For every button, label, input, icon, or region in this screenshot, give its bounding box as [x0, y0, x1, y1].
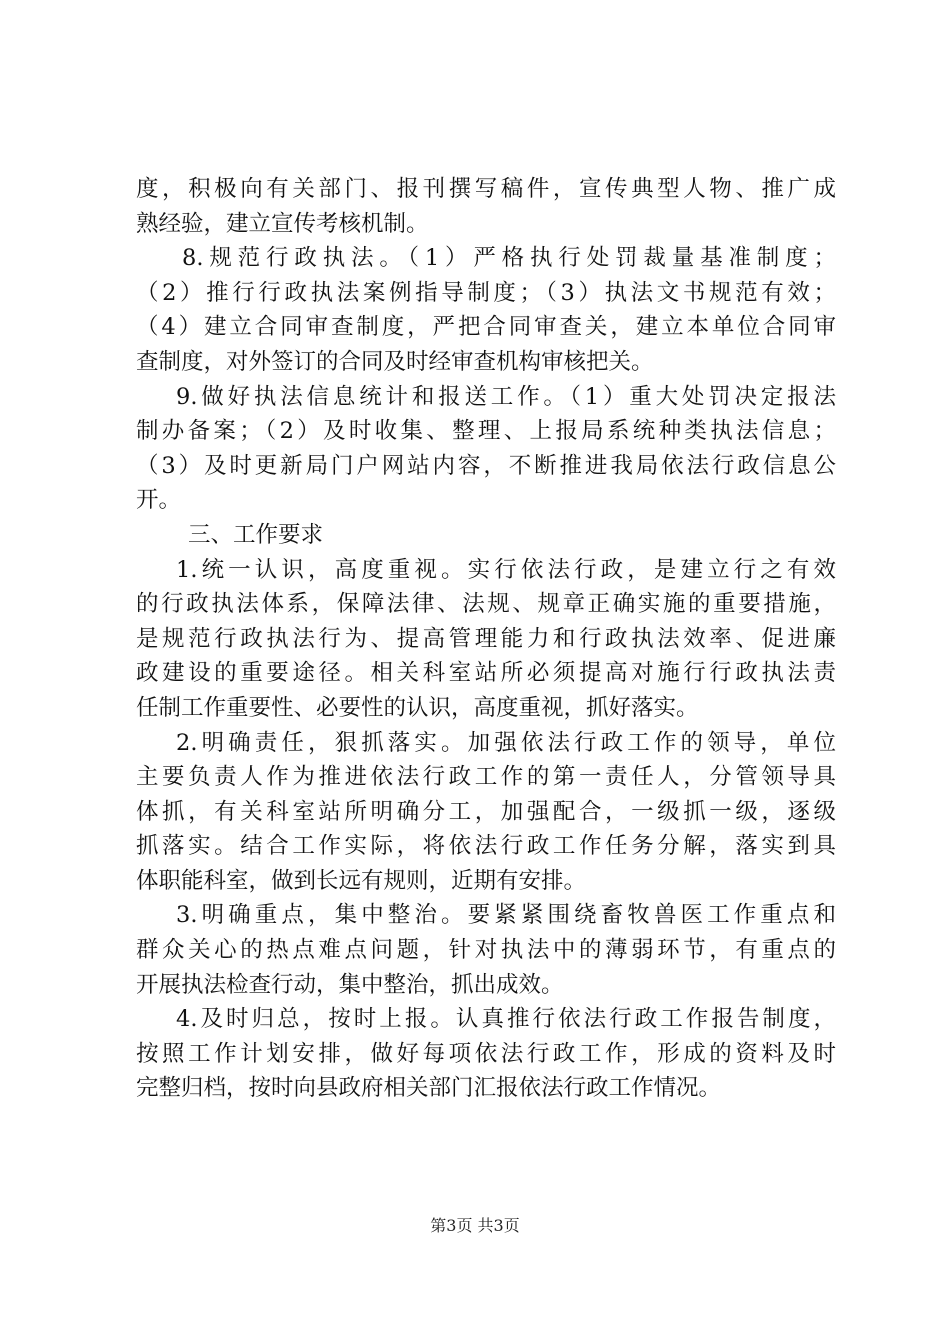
text-line: 完整归档，按时向县政府相关部门汇报依法行政工作情况。 — [136, 1075, 722, 1102]
text-line: 2.明确责任，狠抓落实。加强依法行政工作的领导，单位 — [176, 729, 836, 756]
text-line: 是规范行政执法行为、提高管理能力和行政执法效率、促进廉 — [136, 625, 836, 652]
text-line: 体职能科室，做到长远有规则，近期有安排。 — [136, 867, 587, 894]
text-line: 度，积极向有关部门、报刊撰写稿件，宣传典型人物、推广成 — [136, 176, 836, 202]
text-line: 熟经验，建立宣传考核机制。 — [136, 210, 429, 237]
text-line: （2）推行行政执法案例指导制度；（3）执法文书规范有效； — [136, 279, 836, 306]
text-line: 3.明确重点，集中整治。要紧紧围绕畜牧兽医工作重点和 — [176, 902, 836, 929]
text-line: 任制工作重要性、必要性的认识，高度重视，抓好落实。 — [136, 694, 699, 721]
text-line: 开展执法检查行动，集中整治，抓出成效。 — [136, 971, 564, 998]
text-line: 1.统一认识，高度重视。实行依法行政，是建立行之有效 — [176, 556, 836, 583]
text-line: 按照工作计划安排，做好每项依法行政工作，形成的资料及时 — [136, 1040, 836, 1067]
text-line: （3）及时更新局门户网站内容，不断推进我局依法行政信息公 — [136, 452, 836, 479]
text-line: 4.及时归总，按时上报。认真推行依法行政工作报告制度， — [176, 1006, 836, 1033]
text-line: （4）建立合同审查制度，严把合同审查关，建立本单位合同审 — [136, 314, 836, 341]
text-line: 8.规范行政执法。（1）严格执行处罚裁量基准制度； — [182, 245, 836, 272]
text-line: 抓落实。结合工作实际，将依法行政工作任务分解，落实到具 — [136, 833, 836, 860]
text-line: 开。 — [136, 487, 182, 514]
text-line: 制办备案；（2）及时收集、整理、上报局系统种类执法信息； — [136, 418, 836, 445]
text-line: 体抓，有关科室站所明确分工，加强配合，一级抓一级，逐级 — [136, 798, 836, 825]
section-heading: 三、工作要求 — [188, 521, 324, 548]
text-line: 的行政执法体系，保障法律、法规、规章正确实施的重要措施， — [136, 591, 836, 618]
text-line: 9.做好执法信息统计和报送工作。（1）重大处罚决定报法 — [176, 383, 836, 410]
text-line: 群众关心的热点难点问题，针对执法中的薄弱环节，有重点的 — [136, 937, 836, 964]
text-line: 主要负责人作为推进依法行政工作的第一责任人，分管领导具 — [136, 764, 836, 791]
text-line: 政建设的重要途径。相关科室站所必须提高对施行行政执法责 — [136, 660, 836, 687]
text-line: 查制度，对外签订的合同及时经审查机构审核把关。 — [136, 348, 654, 375]
document-body — [136, 172, 836, 1106]
page-number: 第3页 共3页 — [430, 1216, 520, 1235]
